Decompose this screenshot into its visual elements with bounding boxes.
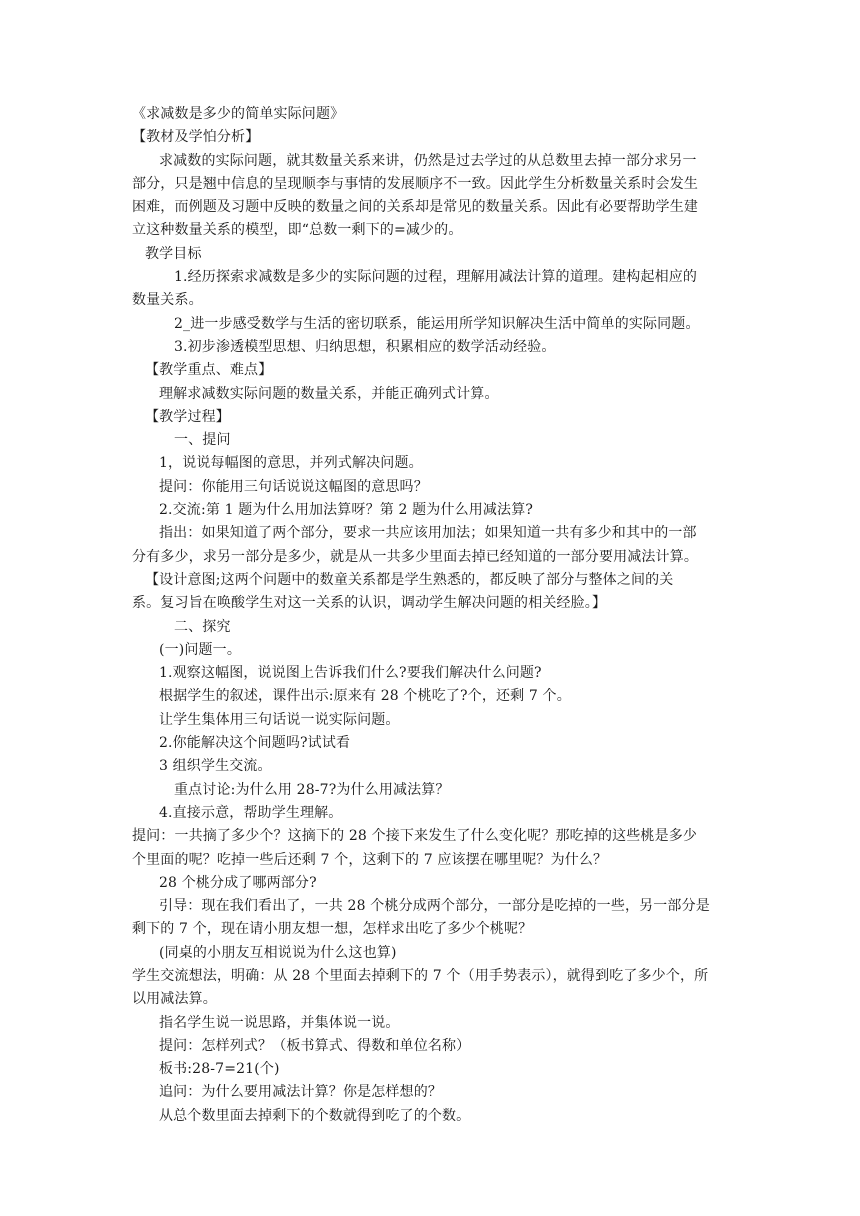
text-line: 个里面的呢？吃掉一些后还剩 7 个，这剩下的 7 应该摆在哪里呢？为什么？ <box>132 851 608 868</box>
text-line: (一)问题一。 <box>159 641 241 658</box>
text-line: 追问：为什么要用减法计算？你是怎样想的？ <box>159 1084 442 1101</box>
text-line: 一、提问 <box>174 432 231 449</box>
document-page <box>132 103 732 1128</box>
text-line: 1.观察这幅图，说说图上告诉我们什么?要我们解决什么问题? <box>159 665 542 682</box>
text-line: 【设计意图;这两个问题中的数童关系都是学生熟悉的，都反映了部分与整体之间的关 <box>145 571 674 588</box>
text-line: 二、探究 <box>174 618 231 635</box>
text-line: 2_进一步感受数学与生活的密切联系，能运用所学知识解决生活中简单的实际同题。 <box>174 315 700 332</box>
text-line: 部分，只是翘中信息的呈现顺李与事情的发展顺序不一致。因此学生分析数量关系时会发生 <box>132 175 698 192</box>
text-line: 提问：一共摘了多少个？这摘下的 28 个接下来发生了什么变化呢？那吃掉的这些桃是多少 <box>132 828 698 845</box>
text-line: 指出：如果知道了两个部分，要求一共应该用加法；如果知道一共有多少和其中的一部 <box>159 525 697 542</box>
text-line: 系。复习旨在唤酸学生对这一关系的认识，调动学生解决问题的相关经脸。】 <box>132 595 607 612</box>
text-line: 从总个数里面去掉剩下的个数就得到吃了的个数。 <box>159 1107 471 1124</box>
text-line: 分有多少，求另一部分是多少，就是从一共多少里面去掉已经知道的一部分要用减法计算。 <box>132 548 698 565</box>
text-line: 【教材及学怕分析】 <box>132 129 260 146</box>
text-line: 剩下的 7 个，现在请小朋友想一想，怎样求出吃了多少个桃呢？ <box>132 921 533 938</box>
text-line: (同桌的小朋友互相说说为什么这也算) <box>159 944 397 961</box>
text-line: 教学目标 <box>145 245 202 262</box>
text-line: 《求减数是多少的简单实际问题》 <box>132 106 345 122</box>
text-line: 指名学生说一说思路，并集体说一说。 <box>159 1014 400 1031</box>
text-line: 3 组织学生交流。 <box>159 758 272 775</box>
text-line: 理解求减数实际问题的数量关系，并能正确列式计算。 <box>159 385 499 402</box>
text-line: 2.你能解决这个间题吗?试试看 <box>159 735 351 752</box>
text-line: 1，说说每幅图的意思，并列式解决问题。 <box>159 455 423 472</box>
text-line: 数量关系。 <box>132 292 203 309</box>
text-line: 引导：现在我们看出了，一共 28 个桃分成两个部分，一部分是吃掉的一些，另一部分是 <box>159 898 710 915</box>
text-line: 4.直接示意，帮助学生理解。 <box>159 804 343 821</box>
text-line: 28 个桃分成了哪两部分? <box>159 874 317 891</box>
text-line: 立这种数量关系的模型，即“总数一剩下的=减少的。 <box>132 222 463 239</box>
text-line: 重点讨论:为什么用 28-7?为什么用减法算？ <box>174 781 450 798</box>
text-line: 提问：怎样列式？（板书算式、得数和单位名称） <box>159 1037 471 1054</box>
text-line: 求减数的实际问题，就其数量关系来讲，仍然是过去学过的从总数里去掉一部分求另一 <box>159 152 697 169</box>
text-line: 根据学生的叙述，课件出示:原来有 28 个桃吃了?个，还剩 7 个。 <box>159 688 571 705</box>
text-line: 以用减法算。 <box>132 991 217 1008</box>
text-line: 3.初步渗透模型思想、归纳思想，积累相应的数学活动经验。 <box>174 338 556 355</box>
text-line: 板书:28-7=21(个) <box>159 1061 280 1078</box>
text-line: 【教学过程】 <box>145 408 230 425</box>
text-line: 2.交流:第 1 题为什么用加法算呀？第 2 题为什么用减法算? <box>159 502 533 519</box>
text-line: 让学生集体用三句话说一说实际问题。 <box>159 711 400 728</box>
text-line: 提问：你能用三句话说说这幅图的意思吗？ <box>159 478 428 495</box>
text-line: 学生交流想法，明确：从 28 个里面去掉剩下的 7 个（用手势表示），就得到吃了多少个，所 <box>132 967 709 984</box>
text-line: 困难，而例题及习题中反映的数量之间的关系却是常见的数量关系。因此有必要帮助学生建 <box>132 199 698 216</box>
text-line: 1.经历探索求减数是多少的实际问题的过程，理解用减法计算的道理。建构起相应的 <box>174 269 698 286</box>
text-line: 【教学重点、难点】 <box>145 362 273 379</box>
